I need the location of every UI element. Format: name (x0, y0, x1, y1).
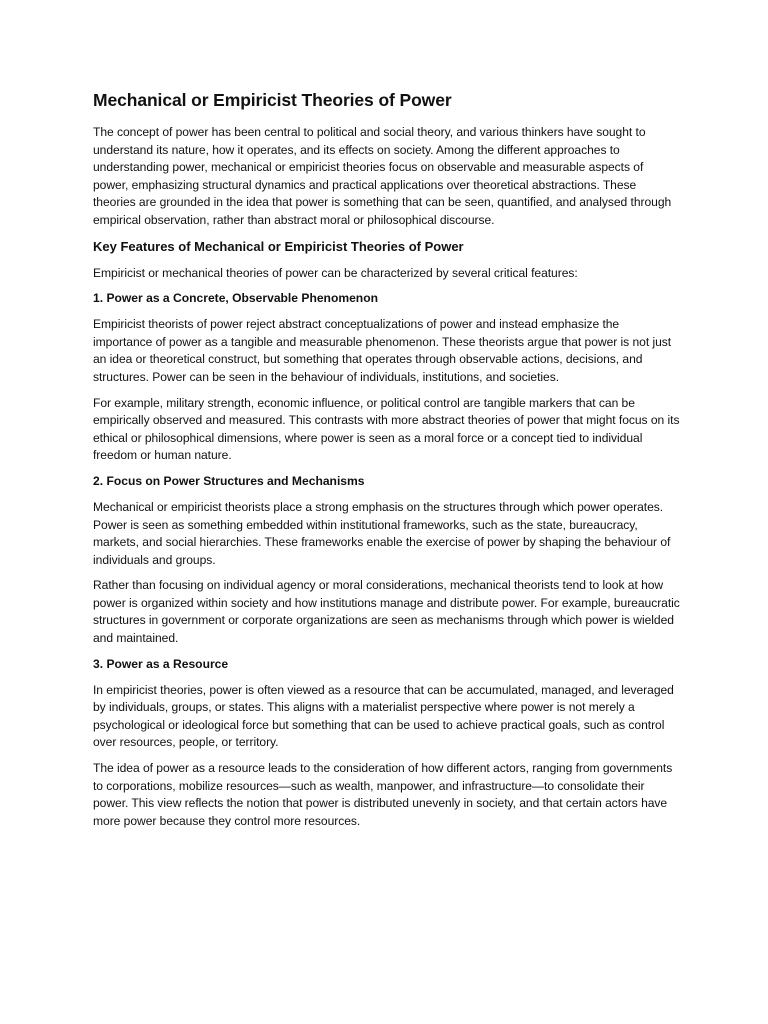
section-heading: 2. Focus on Power Structures and Mechanisms (93, 473, 365, 488)
section-heading: 1. Power as a Concrete, Observable Phenomenon (93, 291, 378, 306)
key-features-intro: Empiricist or mechanical theories of power can be characterized by several critical features: (93, 265, 578, 280)
section-paragraph: Rather than focusing on individual agency or moral considerations, mechanical theorists tend to look at how power is organized within society and how institutions manage and distribute power. For example, bureaucratic structures in government or corporate organizations are seen as mechanisms through which power is wielded and maintained. (93, 578, 680, 646)
section-2 (93, 473, 681, 648)
section-paragraph: The idea of power as a resource leads to the consideration of how different actors, ranging from governments to corporations, mobilize resources—such as wealth, manpower, and infrastructure—to consolidate their power. This view reflects the notion that power is distributed unevenly in society, and that certain actors have more power because they control more resources. (93, 761, 673, 828)
section-1 (93, 290, 681, 465)
document-page (93, 88, 681, 838)
section-paragraph: For example, military strength, economic influence, or political control are tangible markers that can be empirically observed and measured. This contrasts with more abstract theories of power that might focus on its ethical or philosophical dimensions, where power is seen as a moral force or a concept tied to individual freedom or human nature. (93, 395, 680, 463)
key-features-heading: Key Features of Mechanical or Empiricist Theories of Power (93, 238, 464, 254)
section-paragraph: In empiricist theories, power is often viewed as a resource that can be accumulated, managed, and leveraged by individuals, groups, or states. This aligns with a materialist perspective where power is not merely a psychological or ideological force but something that can be used to achieve practical goals, such as control over resources, people, or territory. (93, 682, 674, 750)
section-3 (93, 656, 681, 831)
section-paragraph: Mechanical or empiricist theorists place a strong emphasis on the structures through which power operates. Power is seen as something embedded within institutional frameworks, such as the state, bureaucracy, markets, and social hierarchies. These frameworks enable the exercise of power by shaping the behaviour of individuals and groups. (93, 499, 671, 567)
document-title: Mechanical or Empiricist Theories of Power (93, 90, 452, 110)
intro-paragraph: The concept of power has been central to political and social theory, and various thinkers have sought to understand its nature, how it operates, and its effects on society. Among the different approaches to understanding power, mechanical or empiricist theories focus on observable and measurable aspects of power, emphasizing structural dynamics and practical applications over theoretical abstractions. These theories are grounded in the idea that power is something that can be seen, quantified, and analysed through empirical observation, rather than abstract moral or philosophical discourse. (93, 125, 672, 227)
section-heading: 3. Power as a Resource (93, 656, 229, 671)
section-paragraph: Empiricist theorists of power reject abstract conceptualizations of power and instead emphasize the importance of power as a tangible and measurable phenomenon. These theorists argue that power is not just an idea or theoretical construct, but something that operates through observable actions, decisions, and structures. Power can be seen in the behaviour of individuals, institutions, and societies. (93, 317, 672, 384)
